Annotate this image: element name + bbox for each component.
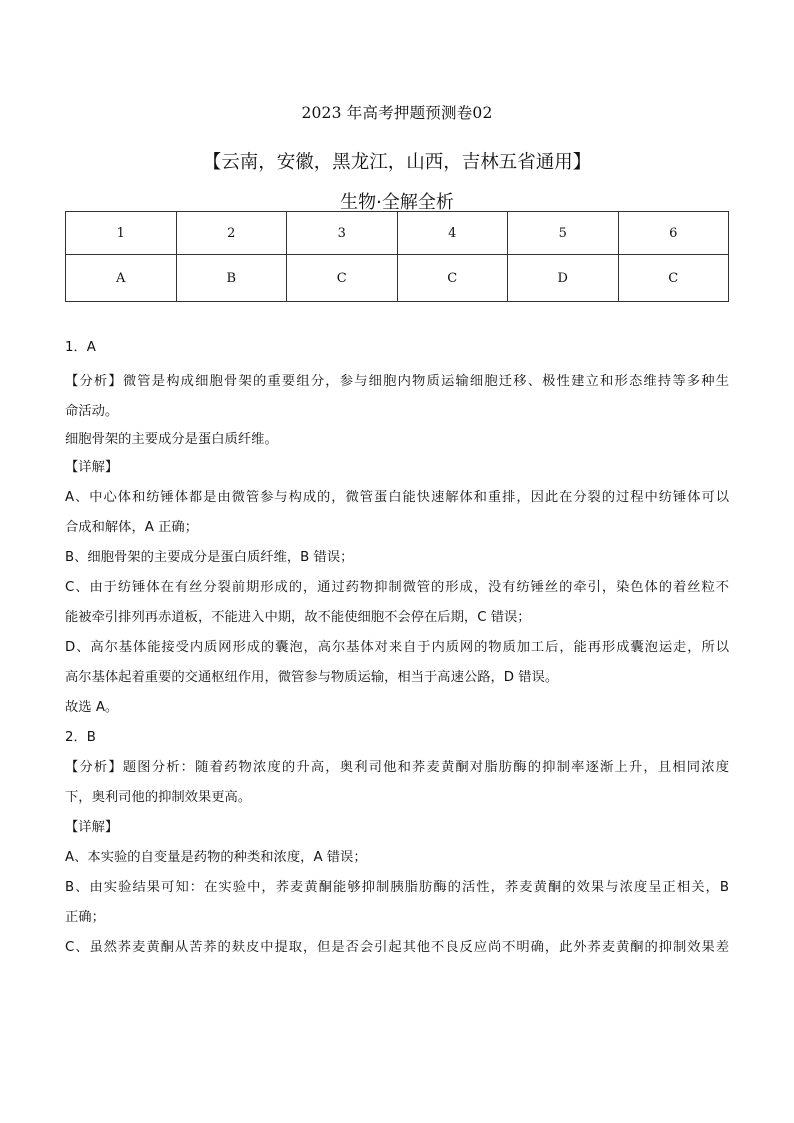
question-number-cell: 3 (287, 212, 398, 255)
detail-text: 正确； (65, 910, 105, 925)
analysis-text: 细胞骨架的主要成分是蛋白质纤维。 (65, 432, 278, 447)
analysis-text: 【分析】微管是构成细胞骨架的重要组分，参与细胞内物质运输细胞迁移、极性建立和形态维持等多种生 (65, 374, 729, 389)
answer-cell: A (66, 255, 177, 302)
detail-heading: 【详解】 (65, 820, 119, 835)
detail-text: 高尔基体起着重要的交通枢纽作用，微管参与物质运输，相当于高速公路，D 错误。 (65, 670, 559, 685)
answer-cell: C (397, 255, 508, 302)
detail-heading: 【详解】 (65, 460, 119, 475)
question-number-cell: 2 (176, 212, 287, 255)
answer-table-number-row (66, 212, 729, 255)
detail-text: B、细胞骨架的主要成分是蛋白质纤维，B 错误； (65, 550, 354, 565)
document-subtitle: 【云南，安徽，黑龙江，山西，吉林五省通用】 (202, 152, 592, 173)
question-number-cell: 5 (508, 212, 619, 255)
document-title: 2023 年高考押题预测卷02 (301, 104, 493, 122)
answer-cell: C (618, 255, 729, 302)
answer-cell: B (176, 255, 287, 302)
answer-table (65, 211, 729, 302)
detail-text: B、由实验结果可知：在实验中，荞麦黄酮能够抑制胰脂肪酶的活性，荞麦黄酮的效果与浓度呈正相关，B (65, 880, 729, 895)
answer-cell: C (287, 255, 398, 302)
analysis-text: 命活动。 (65, 404, 119, 419)
analysis-text: 下，奥利司他的抑制效果更高。 (65, 790, 252, 805)
detail-text: 合成和解体，A 正确； (65, 520, 198, 535)
analysis-text: 【分析】题图分析：随着药物浓度的升高，奥利司他和荞麦黄酮对脂肪酶的抑制率逐渐上升，且相同浓度 (65, 760, 729, 775)
answer-table-answer-row (66, 255, 729, 302)
solution-body (65, 333, 729, 963)
question-number-cell: 1 (66, 212, 177, 255)
detail-text: D、高尔基体能接受内质网形成的囊泡，高尔基体对来自于内质网的物质加工后，能再形成囊泡运走，所以 (65, 640, 729, 655)
detail-text: A、中心体和纺锤体都是由微管参与构成的，微管蛋白能快速解体和重排，因此在分裂的过程中纺锤体可以 (65, 490, 729, 505)
question-2-answer: 2．B (65, 730, 96, 745)
detail-text: 能被牵引排列再赤道板，不能进入中期，故不能使细胞不会停在后期，C 错误； (65, 610, 531, 625)
detail-text: C、由于纺锤体在有丝分裂前期形成的，通过药物抑制微管的形成，没有纺锤丝的牵引，染色体的着丝粒不 (65, 580, 729, 595)
question-number-cell: 6 (618, 212, 729, 255)
conclusion-text: 故选 A。 (65, 700, 119, 715)
question-number-cell: 4 (397, 212, 508, 255)
section-heading: 生物·全解全析 (340, 192, 454, 213)
detail-text: C、虽然荞麦黄酮从苦荞的麸皮中提取，但是否会引起其他不良反应尚不明确，此外荞麦黄酮的抑制效果差 (65, 940, 729, 955)
detail-text: A、本实验的自变量是药物的种类和浓度，A 错误； (65, 850, 367, 865)
question-1-answer: 1．A (65, 340, 96, 355)
answer-cell: D (508, 255, 619, 302)
